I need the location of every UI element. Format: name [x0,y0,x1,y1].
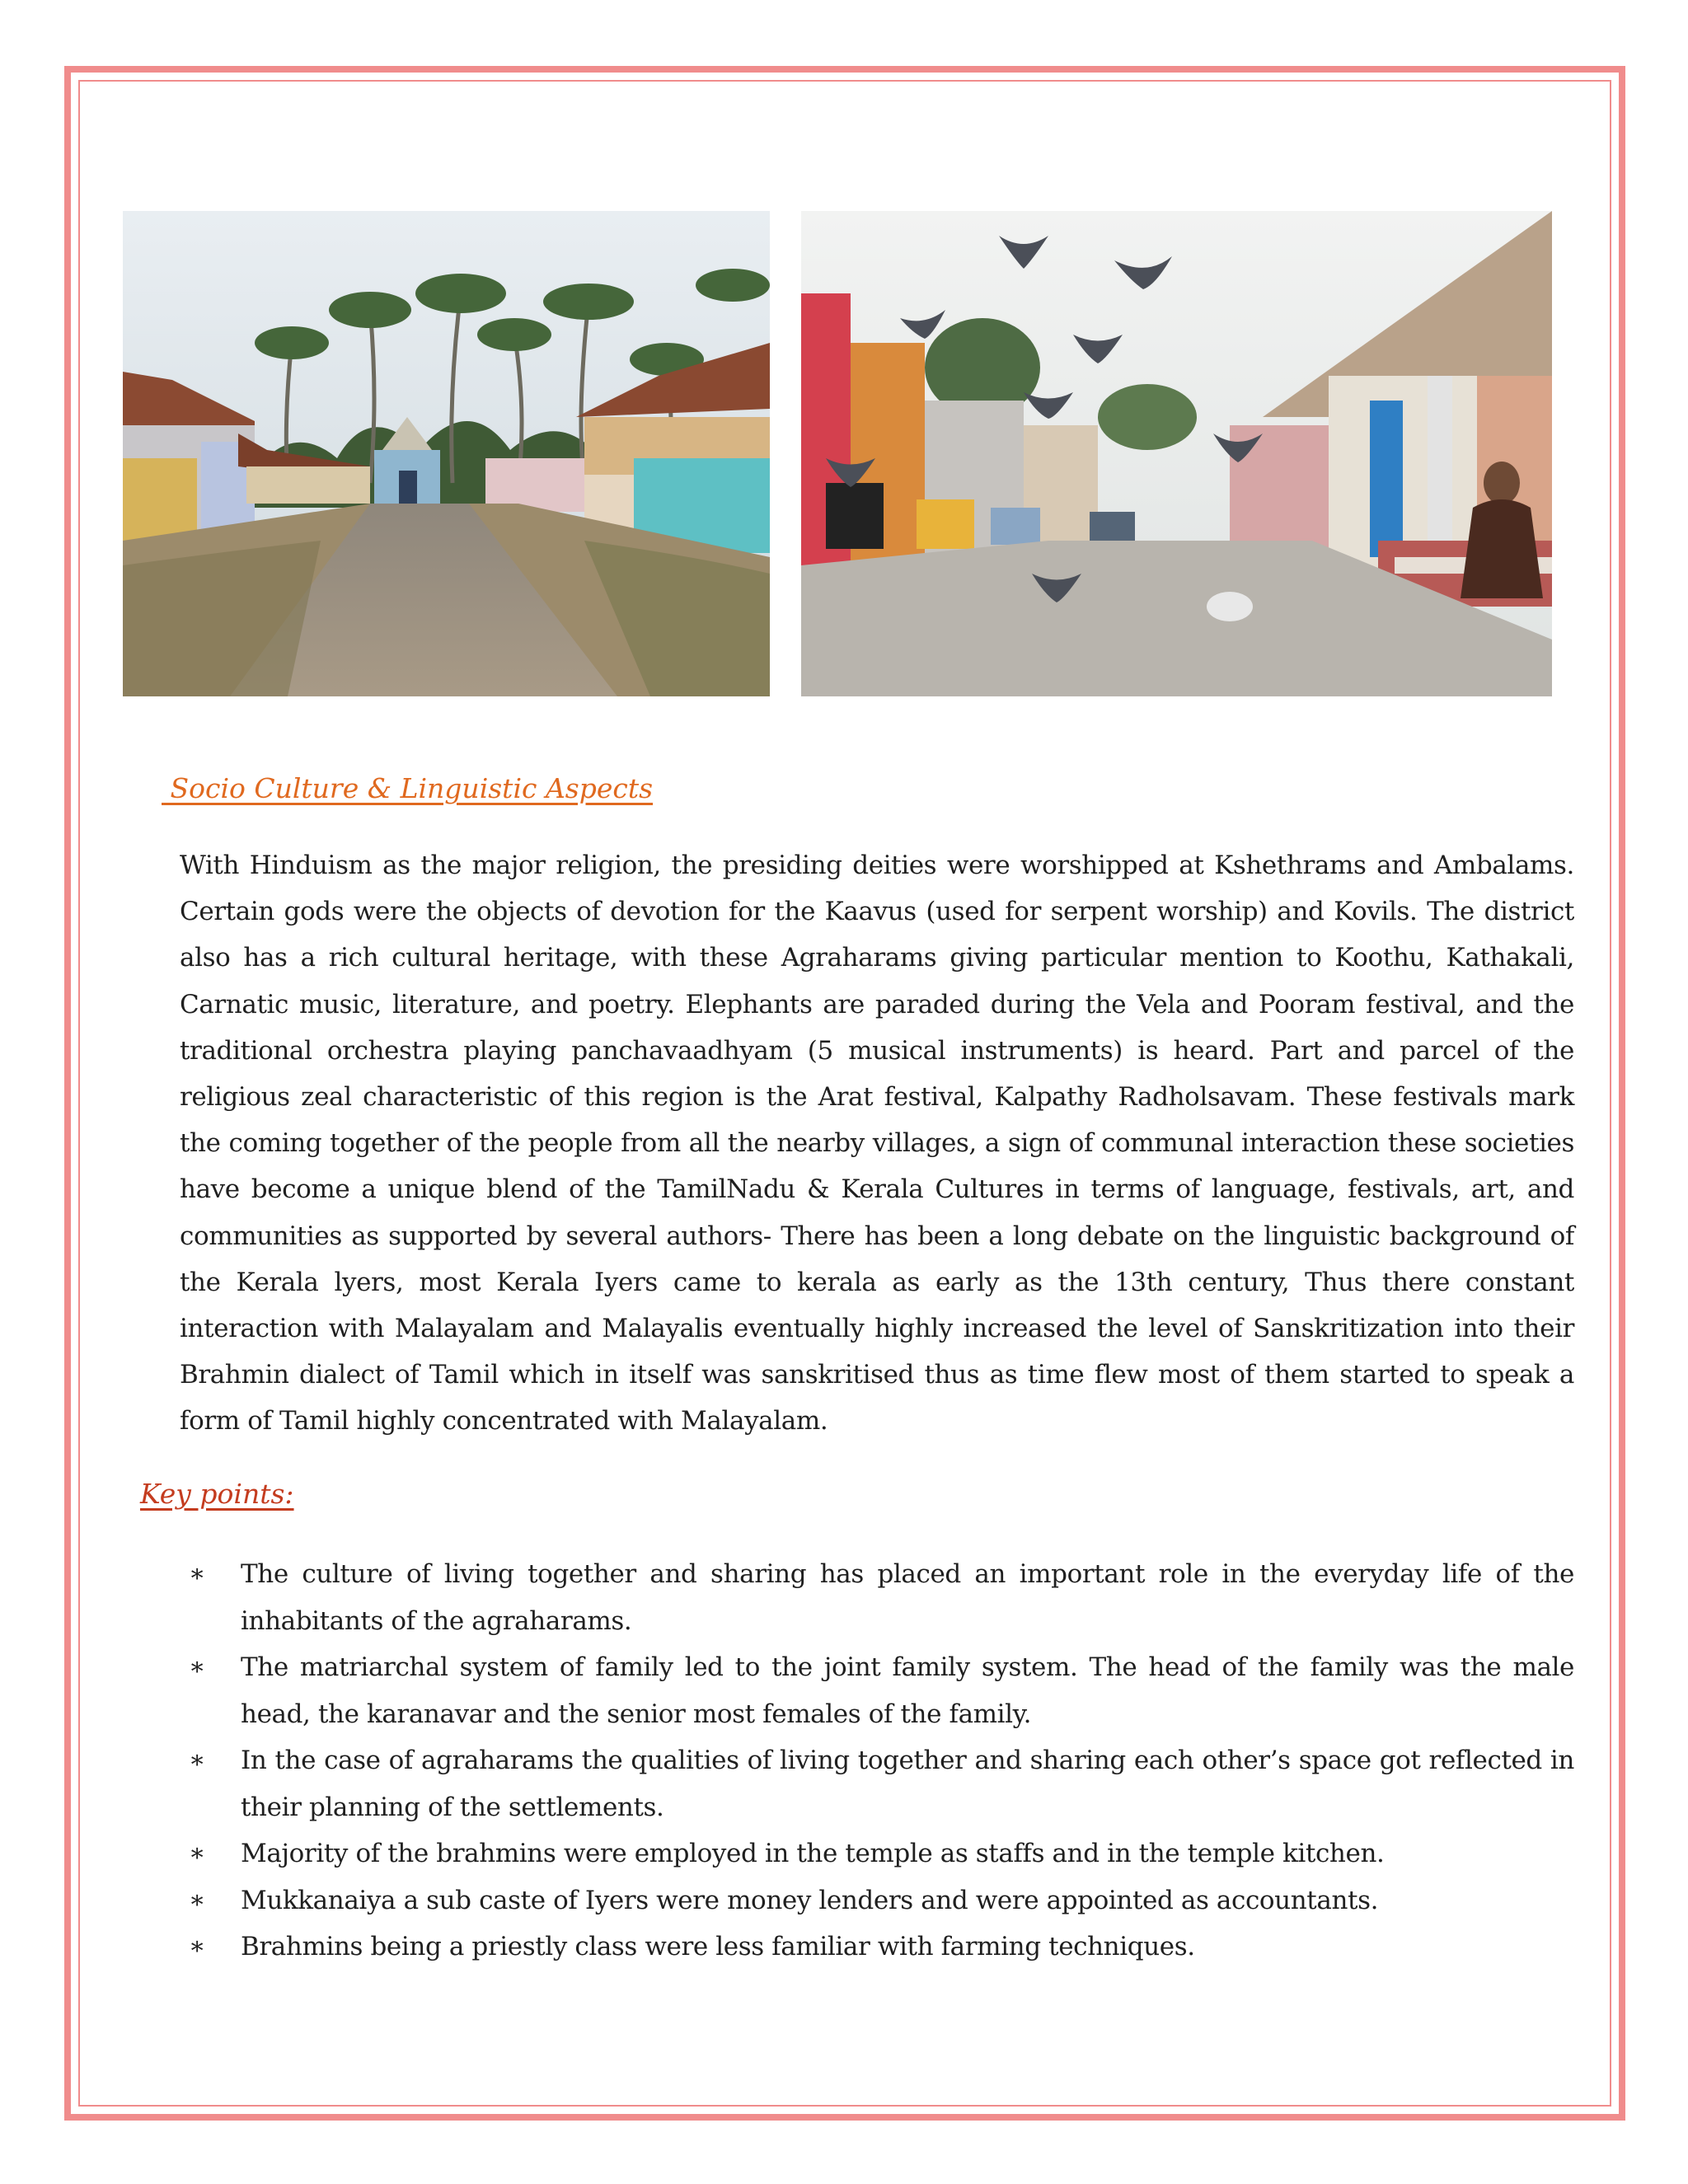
bullet-icon: ∗ [189,1652,205,1681]
list-item-text: In the case of agraharams the qualities of living together and sharing each other’s space got reflected in their planning of the settlements. [241,1746,1574,1822]
bullet-icon: ∗ [189,1559,205,1588]
bullet-icon: ∗ [189,1932,205,1961]
bullet-icon: ∗ [189,1839,205,1868]
list-item-text: Majority of the brahmins were employed in the temple as staffs and in the temple kitchen. [241,1839,1385,1868]
section-heading: Socio Culture & Linguistic Aspects [162,772,654,804]
list-item [186,1551,1574,1644]
list-item [186,1737,1574,1830]
list-item-text: Mukkanaiya a sub caste of Iyers were money lenders and were appointed as accountants. [241,1885,1379,1915]
list-item [186,1644,1574,1737]
list-item-text: The culture of living together and sharing has placed an important role in the everyday life of the inhabitants of the agraharams. [241,1559,1574,1636]
list-item [186,1830,1574,1877]
key-points-list [186,1551,1574,1971]
bullet-icon: ∗ [189,1746,205,1774]
key-points-heading: Key points: [140,1478,294,1510]
list-item [186,1877,1574,1924]
street-pigeons-photo [801,211,1552,696]
list-item-text: The matriarchal system of family led to the joint family system. The head of the family was the male head, the karanavar and the senior most females of the family. [241,1652,1574,1729]
list-item-text: Brahmins being a priestly class were less familiar with farming techniques. [241,1932,1195,1961]
village-street-photo [123,211,770,696]
list-item [186,1924,1574,1971]
bullet-icon: ∗ [189,1885,205,1915]
body-paragraph: With Hinduism as the major religion, the presiding deities were worshipped at Kshethrams and Ambalams. Certain gods were the objects of devotion for the Kaavus (used for serpent worship) and Kovils. The district also has a rich cultural heritage, with these Agraharams giving particular mention to Koothu, Kathakali, Carnatic music, literature, and poetry. Elephants are paraded during the Vela and Pooram festival, and the traditional orchestra playing panchavaadhyam (5 musical instruments) is heard. Part and parcel of the religious zeal characteristic of this region is the Arat festival, Kalpathy Radholsavam. These festivals mark the coming together of the people from all the nearby villages, a sign of communal interaction these societies have become a unique blend of the TamilNadu & Kerala Cultures in terms of language, festivals, art, and communities as supported by several authors- There has been a long debate on the linguistic background of the Kerala lyers, most Kerala Iyers came to kerala as early as the 13th century, Thus there constant interaction with Malayalam and Malayalis eventually highly increased the level of Sanskritization into their Brahmin dialect of Tamil which in itself was sanskritised thus as time flew most of them started to speak a form of Tamil highly concentrated with Malayalam. [180,851,1574,1436]
